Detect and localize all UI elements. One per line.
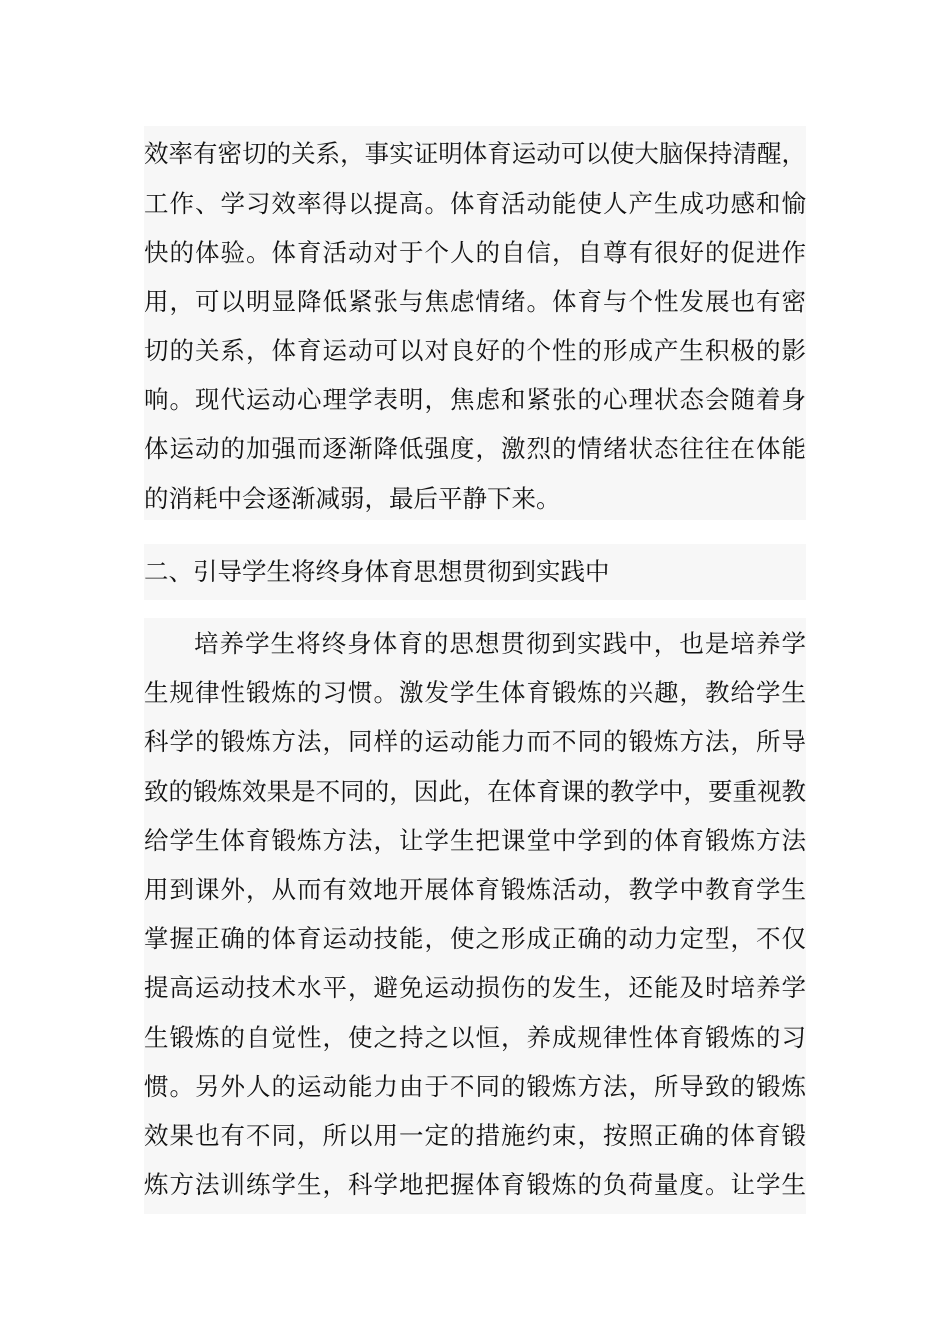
text-line: 快的体验。体育活动对于个人的自信，自尊有很好的促进作	[144, 238, 806, 267]
text-line: 效果也有不同，所以用一定的措施约束，按照正确的体育锻	[144, 1121, 806, 1150]
text-line: 响。现代运动心理学表明，焦虑和紧张的心理状态会随着身	[144, 385, 806, 414]
text-line: 培养学生将终身体育的思想贯彻到实践中，也是培养学	[194, 629, 806, 658]
section-heading: 二、引导学生将终身体育思想贯彻到实践中	[144, 557, 610, 586]
text-line: 用到课外，从而有效地开展体育锻炼活动，教学中教育学生	[144, 875, 806, 904]
text-line: 致的锻炼效果是不同的，因此，在体育课的教学中，要重视教	[144, 777, 806, 806]
paragraph-1	[144, 126, 806, 520]
text-line: 掌握正确的体育运动技能，使之形成正确的动力定型，不仅	[144, 924, 806, 953]
section-heading-block	[144, 544, 806, 600]
text-line: 生规律性锻炼的习惯。激发学生体育锻炼的兴趣，教给学生	[144, 678, 806, 707]
text-line: 效率有密切的关系，事实证明体育运动可以使大脑保持清醒，	[144, 139, 806, 168]
text-line: 惯。另外人的运动能力由于不同的锻炼方法，所导致的锻炼	[144, 1072, 806, 1101]
text-line: 给学生体育锻炼方法，让学生把课堂中学到的体育锻炼方法	[144, 826, 806, 855]
text-line: 的消耗中会逐渐减弱，最后平静下来。	[144, 484, 561, 513]
text-line: 切的关系，体育运动可以对良好的个性的形成产生积极的影	[144, 336, 806, 365]
paragraph-2	[144, 618, 806, 1214]
text-line: 体运动的加强而逐渐降低强度，激烈的情绪状态往往在体能	[144, 434, 806, 463]
text-line: 提高运动技术水平，避免运动损伤的发生，还能及时培养学	[144, 973, 806, 1002]
text-line: 炼方法训练学生，科学地把握体育锻炼的负荷量度。让学生	[144, 1170, 806, 1199]
text-line: 生锻炼的自觉性，使之持之以恒，养成规律性体育锻炼的习	[144, 1023, 806, 1052]
text-line: 用，可以明显降低紧张与焦虑情绪。体育与个性发展也有密	[144, 287, 806, 316]
text-line: 科学的锻炼方法，同样的运动能力而不同的锻炼方法，所导	[144, 727, 806, 756]
text-line: 工作、学习效率得以提高。体育活动能使人产生成功感和愉	[144, 189, 806, 218]
